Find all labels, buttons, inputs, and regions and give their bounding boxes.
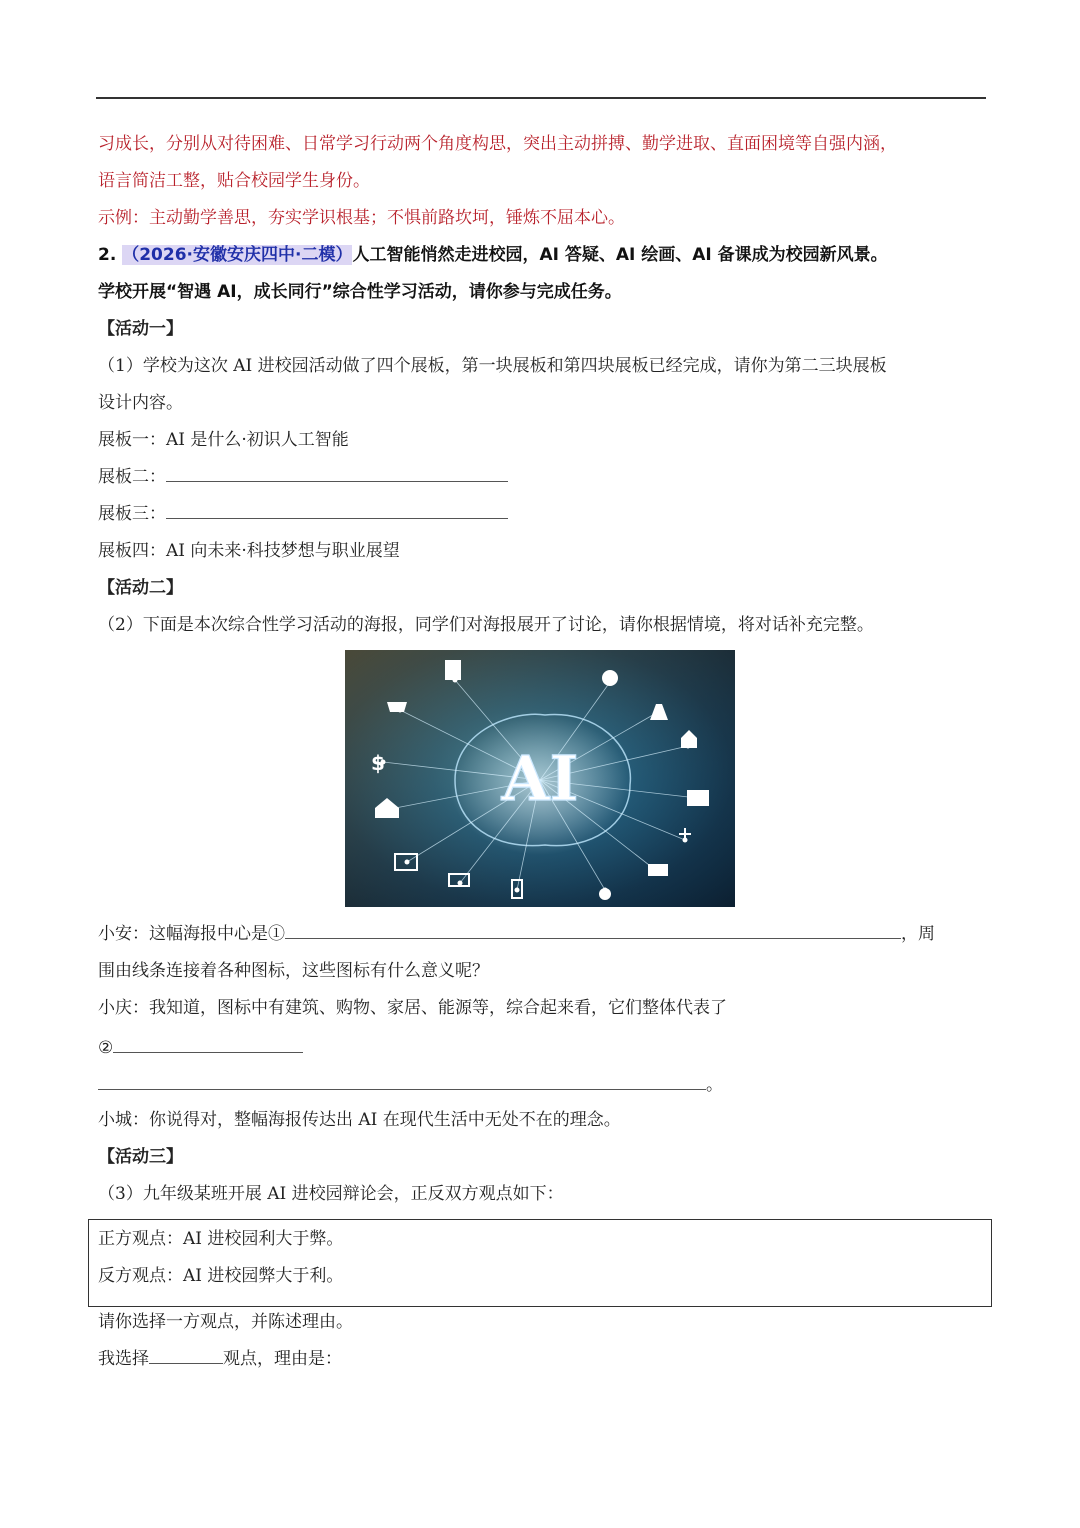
activity3-prompt: （3）九年级某班开展 AI 进校园辩论会，正反双方观点如下： — [98, 1184, 564, 1204]
con-viewpoint: 反方观点：AI 进校园弊大于利。 — [98, 1266, 344, 1286]
poster-ai-text: AI — [501, 742, 579, 815]
board2-blank[interactable] — [166, 465, 508, 482]
activity3-instruction: 请你选择一方观点，并陈述理由。 — [98, 1312, 353, 1332]
pro-viewpoint: 正方观点：AI 进校园利大于弊。 — [98, 1229, 344, 1249]
xiaoan-text-tail: ，周 — [901, 924, 935, 944]
board1: 展板一：AI 是什么·初识人工智能 — [98, 430, 349, 450]
activity1-prompt-line-1: （1）学校为这次 AI 进校园活动做了四个展板，第一块展板和第四块展板已经完成，请你为第二三块展板 — [98, 356, 887, 376]
dollar-icon: $ — [371, 751, 385, 775]
choose-tail: 观点，理由是： — [223, 1349, 342, 1369]
xiaoan-text: 小安：这幅海报中心是① — [98, 924, 285, 944]
satellite-icon — [602, 670, 618, 686]
activity2-heading: 【活动二】 — [98, 578, 183, 598]
header-rule — [96, 97, 986, 99]
activity3-heading: 【活动三】 — [98, 1147, 183, 1167]
blank-2-row — [98, 1036, 303, 1060]
board3-blank[interactable] — [166, 502, 508, 519]
question-source: （2026·安徽安庆四中·二模） — [122, 245, 353, 265]
blank-1[interactable] — [285, 922, 901, 939]
board3-row — [98, 502, 508, 526]
blank-2-period: 。 — [706, 1075, 723, 1095]
solar-panel-icon — [648, 864, 668, 876]
question-stem-line-2: 学校开展“智遇 AI，成长同行”综合性学习活动，请你参与完成任务。 — [98, 282, 622, 302]
building-icon — [445, 660, 461, 680]
activity1-heading: 【活动一】 — [98, 319, 183, 339]
shopping-cart-icon — [387, 702, 407, 712]
choose-row — [98, 1347, 342, 1371]
xiaoqing-line: 小庆：我知道，图标中有建筑、购物、家居、能源等，综合起来看，它们整体代表了 — [98, 998, 727, 1018]
people-icon — [599, 888, 611, 900]
activity1-prompt-line-2: 设计内容。 — [98, 393, 183, 413]
ai-poster-image — [345, 650, 735, 907]
board4: 展板四：AI 向未来·科技梦想与职业展望 — [98, 541, 400, 561]
xiaocheng-line: 小城：你说得对，整幅海报传达出 AI 在现代生活中无处不在的理念。 — [98, 1110, 621, 1130]
board2-row — [98, 465, 508, 489]
continuation-example: 示例：主动勤学善思，夯实学识根基；不惧前路坎坷，锤炼不屈本心。 — [98, 208, 625, 228]
blank-2-part-2[interactable] — [98, 1073, 706, 1090]
blank-2-row-2 — [98, 1073, 723, 1097]
xiaoan-line-2: 围由线条连接着各种图标，这些图标有什么意义呢？ — [98, 961, 489, 981]
board2-label: 展板二： — [98, 467, 166, 487]
continuation-line-2: 语言简洁工整，贴合校园学生身份。 — [98, 171, 370, 191]
choose-label: 我选择 — [98, 1349, 149, 1369]
blank-2-part-1[interactable] — [113, 1036, 303, 1053]
poster-graphic — [345, 650, 735, 907]
continuation-line-1: 习成长，分别从对待困难、日常学习行动两个角度构思，突出主动拼搏、勤学进取、直面困境等自强内涵， — [98, 134, 897, 154]
activity2-prompt: （2）下面是本次综合性学习活动的海报，同学们对海报展开了讨论，请你根据情境，将对话补充完整。 — [98, 615, 874, 635]
board3-label: 展板三： — [98, 504, 166, 524]
question-stem-line-1 — [98, 243, 888, 267]
question-stem-text: 人工智能悄然走进校园，AI 答疑、AI 绘画、AI 备课成为校园新风景。 — [352, 245, 888, 265]
factory-icon — [687, 790, 709, 806]
xiaoan-line-1 — [98, 922, 935, 946]
choose-blank[interactable] — [149, 1347, 223, 1364]
blank-2-marker: ② — [98, 1038, 114, 1058]
question-number: 2. — [98, 245, 117, 265]
